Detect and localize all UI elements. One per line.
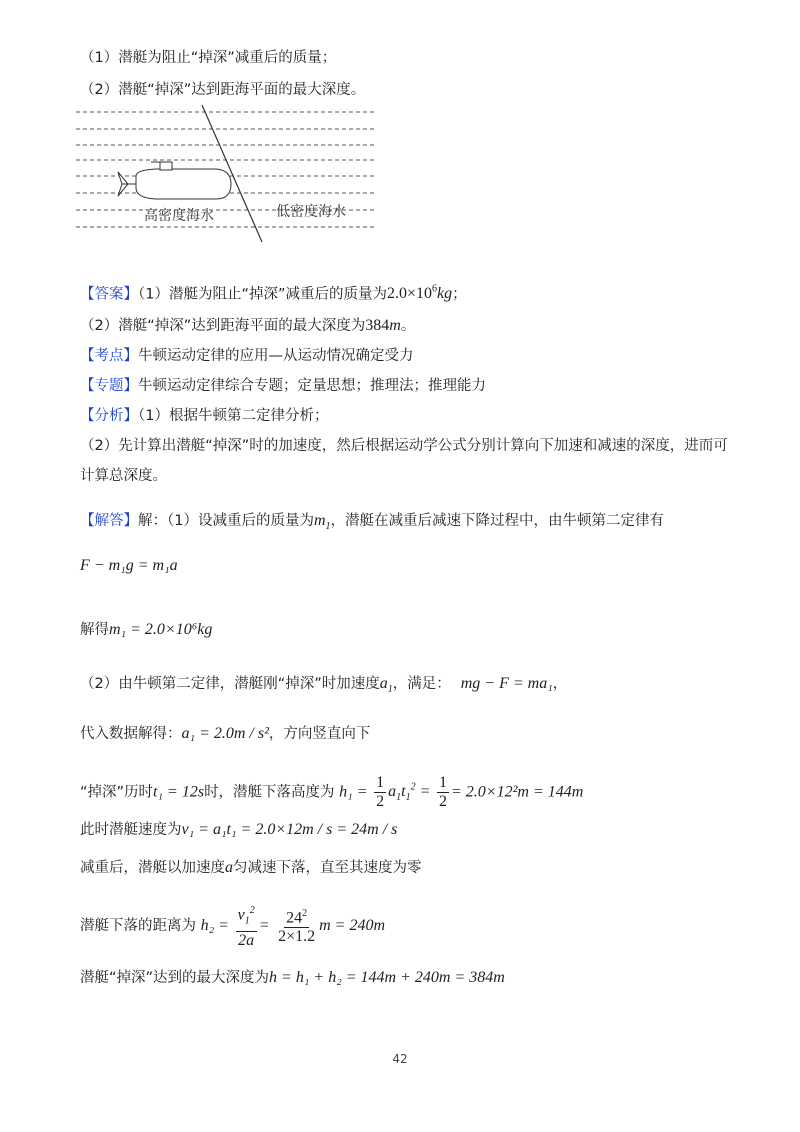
label-low-density: 低密度海水 bbox=[276, 204, 346, 220]
jieda-line-2: 解得m₁ = 2.0×10⁶kg bbox=[80, 621, 213, 638]
fenxi-line-2: （2）先计算出潜艇“掉深”时的加速度，然后根据运动学公式分别计算向下加速和减速的深度，进而可 bbox=[80, 438, 728, 454]
jieda-line-7: 减重后，潜艇以加速度a匀减速下落，直至其速度为零 bbox=[80, 859, 422, 876]
jieda-tag: 【解答】 bbox=[80, 513, 138, 529]
fenxi-tag: 【分析】 bbox=[80, 408, 138, 424]
jieda-line-1: 【解答】解：（1）设减重后的质量为$m_1$，潜艇在减重后减速下降过程中，由牛顿第二定律有 bbox=[80, 512, 665, 533]
jieda-line-3: （2）由牛顿第二定律，潜艇刚“掉深”时加速度$a_1$，满足： mg − F = ma₁， bbox=[80, 675, 568, 696]
jieda-line-4: 代入数据解得：a₁ = 2.0m / s²，方向竖直向下 bbox=[80, 725, 371, 742]
page-number: 42 bbox=[392, 1052, 408, 1066]
fenxi-line-1: 【分析】（1）根据牛顿第二定律分析； bbox=[80, 408, 329, 424]
jieda-line-9: 潜艇“掉深”达到的最大深度为h = h₁ + h₂ = 144m + 240m = 384m bbox=[80, 969, 505, 986]
question-1: （1）潜艇为阻止“掉深”减重后的质量； bbox=[80, 50, 337, 66]
answer-line-1: 【答案】（1）潜艇为阻止“掉深”减重后的质量为$2.0\times 10^6kg$； bbox=[80, 284, 467, 303]
equation-1: F − m₁g = m₁a bbox=[80, 557, 178, 574]
kaodian-line: 【考点】牛顿运动定律的应用—从运动情况确定受力 bbox=[80, 348, 414, 364]
jieda-line-5: “掉深”历时t₁ = 12s时，潜艇下落高度为 h₁ = $\frac{1}{2}$ $a_1t_1^2$ = $\frac{1}{2}$ = 2.0×12²m = 144m bbox=[80, 773, 584, 810]
jieda-line-8: 潜艇下落的距离为 h₂ = $\frac{v_1^2}{2a}$ = $\frac{24^2}{2\times 1.2}$ m = 240m bbox=[80, 902, 385, 950]
kaodian-tag: 【考点】 bbox=[80, 348, 138, 364]
label-high-density: 高密度海水 bbox=[144, 208, 214, 224]
submarine-diagram bbox=[76, 100, 386, 245]
answer-line-2: （2）潜艇“掉深”达到距海平面的最大深度为384m。 bbox=[80, 317, 416, 334]
zhuanti-tag: 【专题】 bbox=[80, 378, 138, 394]
zhuanti-line: 【专题】牛顿运动定律综合专题；定量思想；推理法；推理能力 bbox=[80, 378, 486, 394]
answer-tag: 【答案】 bbox=[80, 286, 138, 303]
jieda-line-6: 此时潜艇速度为v₁ = a₁t₁ = 2.0×12m / s = 24m / s bbox=[80, 821, 398, 838]
fenxi-line-3: 计算总深度。 bbox=[80, 468, 167, 484]
question-2: （2）潜艇“掉深”达到距海平面的最大深度。 bbox=[80, 82, 366, 98]
